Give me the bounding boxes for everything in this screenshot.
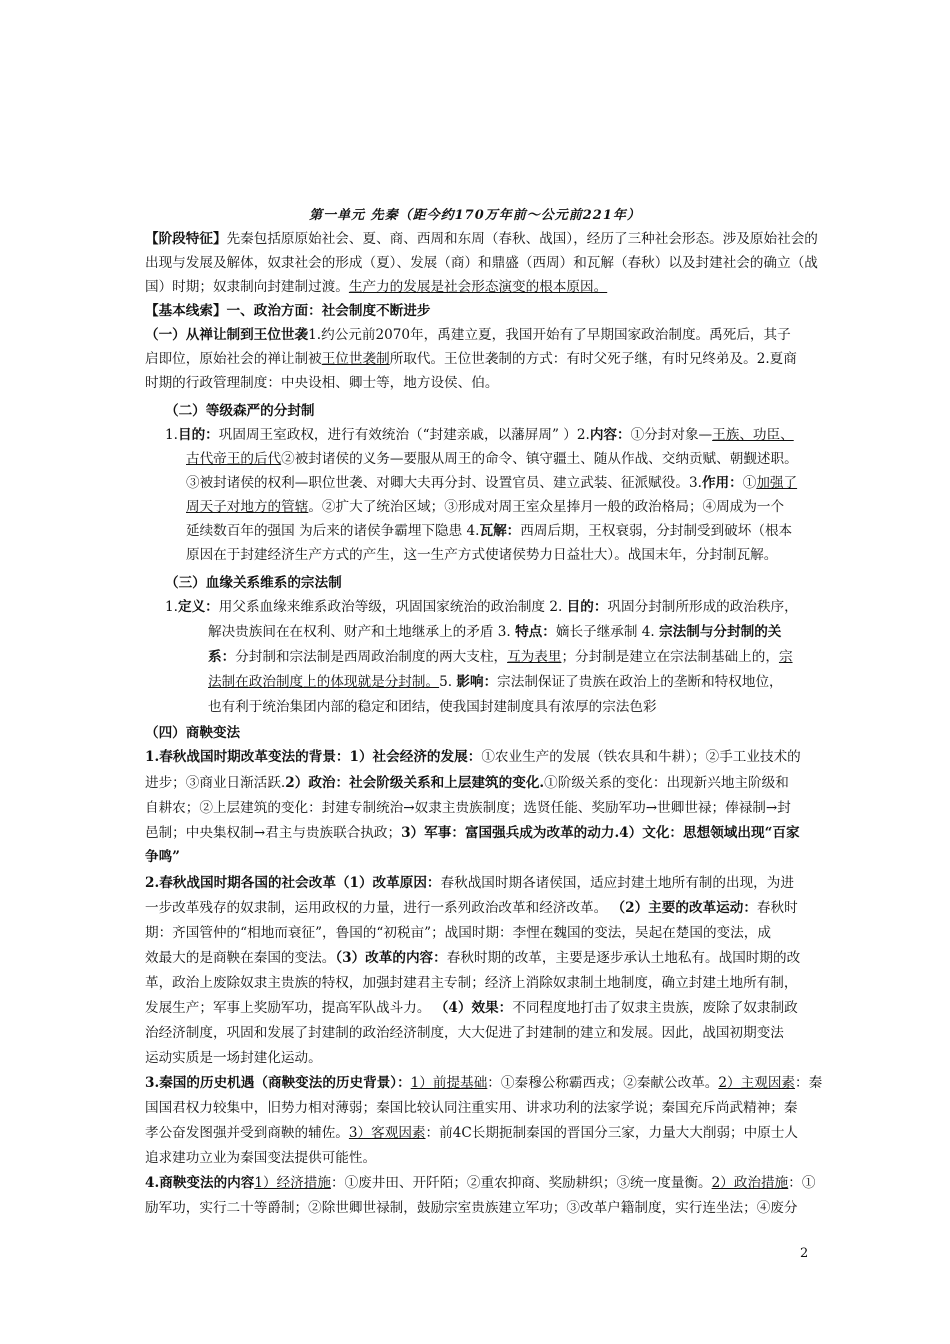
text-line: [145, 896, 825, 920]
text-line: [145, 227, 825, 251]
bold-text: 【基本线索】一、政治方面：社会制度不断进步: [145, 303, 431, 319]
bold-text: 特点：: [515, 624, 556, 640]
underlined-text: 1）前提基础: [410, 1075, 488, 1091]
chapter-title: 第一单元 先秦（距今约170万年前～公元前221年）: [309, 208, 641, 223]
text-segment: 1.: [165, 427, 178, 443]
text-segment: 分封制和宗法制是西周政治制度的两大支柱，: [235, 649, 508, 665]
text-segment: 原因在于封建经济生产方式的产生，这一生产方式使诸侯势力日益壮大）。战国末年，分封制瓦解。: [186, 547, 778, 563]
text-segment: 巩固周王室政权，进行有效统治（“封建亲戚，以藩屏周” ）2.: [218, 427, 590, 443]
text-line: [186, 471, 826, 495]
text-segment: ：①秦穆公称霸西戎；②秦献公改革。: [487, 1075, 719, 1091]
bold-text: 目的：: [566, 599, 608, 615]
text-segment: 孝公奋发图强并受到商鞅的辅佐。: [145, 1125, 349, 1141]
text-line: [145, 1121, 825, 1145]
text-segment: 宗法制保证了贵族在政治上的垄断和特权地位，: [497, 674, 783, 690]
bold-text: （4）效果：: [434, 1000, 513, 1016]
text-line: [145, 796, 825, 820]
text-segment: ②被封诸侯的义务—要服从周王的命令、镇守疆土、随从作战、交纳贡赋、朝觐述职。: [281, 451, 798, 467]
bold-text: （三）血缘关系维系的宗法制: [165, 575, 342, 591]
underlined-text: 王族、功臣、: [712, 427, 794, 443]
text-line: [165, 423, 825, 447]
underlined-text: 1）经济措施: [254, 1175, 331, 1191]
bold-text: （一）从禅让制到王位世袭: [145, 327, 309, 343]
text-segment: 时期的行政管理制度：中央设相、卿士等，地方设侯、伯。: [145, 375, 499, 391]
text-line: [145, 921, 825, 945]
bold-text: 系：: [208, 649, 236, 665]
text-segment: 用父系血缘来维系政治等级，巩固国家统治的政治制度 2.: [218, 599, 567, 615]
text-line: [145, 821, 825, 845]
text-segment: ①阶级关系的变化：出现新兴地主阶级和: [544, 775, 789, 791]
text-line: [165, 571, 825, 595]
underlined-text: 2）主观因素: [718, 1075, 796, 1091]
text-line: [145, 1046, 825, 1070]
text-segment: 国国君权力较集中，旧势力相对薄弱；秦国比较认同注重实用、讲求功利的法家学说；秦国充斥尚武精神；秦: [145, 1100, 798, 1116]
text-line: [208, 670, 828, 694]
text-line: [186, 495, 826, 519]
text-segment: 5.: [439, 674, 457, 690]
text-line: [145, 275, 825, 299]
text-line: [145, 845, 825, 869]
text-segment: 春秋战国时期各诸侯国，适应封建土地所有制的出现，为进: [440, 875, 794, 891]
text-line: [145, 996, 825, 1020]
text-segment: 也有利于统治集团内部的稳定和团结，使我国封建制度具有浓厚的宗法色彩: [208, 699, 657, 715]
text-segment: 进步；③商业日渐活跃.: [145, 775, 286, 791]
underlined-text: 宗: [778, 649, 793, 665]
bold-text: 影响：: [456, 674, 498, 690]
bold-text: （二）等级森严的分封制: [165, 403, 315, 419]
bold-text: 争鸣”: [145, 849, 181, 865]
text-line: [186, 543, 826, 567]
underlined-text: 加强了: [756, 475, 798, 491]
text-line: [145, 347, 825, 371]
underlined-text: 互为表里: [507, 649, 562, 665]
bold-text: 宗法制与分封制的关: [659, 624, 782, 640]
text-segment: ：①废井田、开阡陌；②重农抑商、奖励耕织；③统一度量衡。: [330, 1175, 712, 1191]
underlined-text: 周天子对地方的管辖: [186, 499, 309, 515]
text-segment: ①: [742, 475, 757, 491]
text-segment: 延续数百年的强国 为后来的诸侯争霸埋下隐患 4.: [186, 523, 480, 539]
bold-text: 作用：: [701, 475, 743, 491]
text-segment: 期：齐国管仲的“相地而衰征”，鲁国的“初税亩”；战国时期：李悝在魏国的变法，吴起在楚国的变法，成: [145, 925, 771, 941]
text-segment: 巩固分封制所形成的政治秩序，: [607, 599, 798, 615]
text-segment: ：前4C长期扼制秦国的晋国分三家，力量大大削弱；中原士人: [425, 1125, 799, 1141]
text-segment: 西周后期，王权衰弱，分封制受到破坏（根本: [520, 523, 793, 539]
text-segment: 。②扩大了统治区域；③形成对周王室众星捧月一般的政治格局；④周成为一个: [308, 499, 785, 515]
text-segment: ：①: [788, 1175, 816, 1191]
text-segment: 运动实质是一场封建化运动。: [145, 1050, 322, 1066]
page-number: 2: [800, 1246, 809, 1261]
text-line: [145, 946, 825, 970]
text-line: [208, 695, 828, 719]
text-segment: 1.约公元前2070年，禹建立夏，我国开始有了早期国家政治制度。禹死后，其子: [308, 327, 791, 343]
text-segment: 邑制；中央集权制→君主与贵族联合执政；: [145, 825, 402, 841]
underlined-text: 3）客观因素: [348, 1125, 426, 1141]
text-line: [165, 399, 825, 423]
text-line: [145, 1196, 825, 1220]
text-segment: 春秋时期的改革，主要是逐步承认土地私有。战国时期的改: [446, 950, 801, 966]
text-line: [145, 721, 825, 745]
bold-text: 2）政治：社会阶级关系和上层建筑的变化.: [285, 775, 545, 791]
underlined-text: 古代帝王的后代: [186, 451, 282, 467]
bold-text: （2）主要的改革运动：: [611, 900, 757, 916]
text-segment: 春秋时: [756, 900, 798, 916]
text-line: [208, 645, 828, 669]
text-line: [208, 620, 828, 644]
text-line: [186, 447, 826, 471]
text-line: [145, 1146, 825, 1170]
text-segment: 嫡长子继承制 4.: [555, 624, 660, 640]
text-segment: ：秦: [795, 1075, 823, 1091]
bold-text: 3.秦国的历史机遇（商鞅变法的历史背景）：: [145, 1075, 411, 1091]
underlined-text: 生产力的发展是社会形态演变的根本原因。: [348, 279, 608, 295]
text-segment: 效最大的是商鞅在秦国的变法。: [145, 950, 336, 966]
text-line: [145, 1071, 825, 1095]
underlined-text: 王位世袭制: [321, 351, 390, 367]
underlined-text: 法制在政治制度上的体现就是分封制。: [208, 674, 440, 690]
text-segment: 先秦包括原原始社会、夏、商、西周和东周（春秋、战国），经历了三种社会形态。涉及原始社会的: [226, 231, 818, 247]
text-line: [145, 323, 825, 347]
text-segment: 解决贵族间在在权利、财产和土地继承上的矛盾 3.: [208, 624, 516, 640]
text-segment: 自耕农；②上层建筑的变化：封建专制统治→奴隶主贵族制度；选贤任能、奖励军功→世卿世禄；俸禄制→封: [145, 800, 791, 816]
text-line: [145, 1021, 825, 1045]
underlined-text: 2）政治措施: [711, 1175, 789, 1191]
text-line: [186, 519, 826, 543]
text-segment: 励军功，实行二十等爵制；②除世卿世禄制，鼓励宗室贵族建立军功；③改革户籍制度，实行连坐法；④废分: [145, 1200, 798, 1216]
text-segment: 治经济制度，巩固和发展了封建制的政治经济制度，大大促进了封建制的建立和发展。因此，战国初期变法: [145, 1025, 784, 1041]
text-segment: ①分封对象—: [630, 427, 713, 443]
bold-text: 【阶段特征】: [145, 231, 227, 247]
bold-text: 目的：: [177, 427, 219, 443]
text-segment: ③被封诸侯的权利—职位世袭、对卿大夫再分封、设置官员、建立武装、征派赋役。3.: [186, 475, 702, 491]
text-segment: ①农业生产的发展（铁农具和牛耕）；②手工业技术的: [481, 749, 801, 765]
bold-text: 3）军事：富国强兵成为改革的动力.4）文化：思想领域出现“百家: [401, 825, 800, 841]
bold-text: 2.春秋战国时期各国的社会改革（1）改革原因：: [145, 875, 441, 891]
text-line: [165, 595, 825, 619]
bold-text: （3）改革的内容：: [335, 950, 447, 966]
text-segment: 1.: [165, 599, 178, 615]
text-line: [145, 299, 825, 323]
text-segment: 发展生产；军事上奖励军功，提高军队战斗力。: [145, 1000, 435, 1016]
bold-text: 定义：: [177, 599, 219, 615]
text-line: [145, 251, 825, 275]
text-segment: 所取代。王位世袭制的方式：有时父死子继，有时兄终弟及。2.夏商: [389, 351, 797, 367]
text-segment: 出现与发展及解体，奴隶社会的形成（夏）、发展（商）和鼎盛（西周）和瓦解（春秋）以及封建社会的确立（战: [145, 255, 818, 271]
text-segment: 一步改革残存的奴隶制，运用政权的力量，进行一系列政治改革和经济改革。: [145, 900, 612, 916]
text-line: [145, 871, 825, 895]
text-segment: ；分封制是建立在宗法制基础上的，: [561, 649, 779, 665]
text-line: [145, 745, 825, 769]
bold-text: （四）商鞅变法: [145, 725, 241, 741]
text-line: [145, 1171, 825, 1195]
text-line: [145, 1096, 825, 1120]
text-segment: 革，政治上废除奴隶主贵族的特权，加强封建君主专制；经济上消除奴隶制土地制度，确立封建土地所有制，: [145, 975, 798, 991]
text-segment: 不同程度地打击了奴隶主贵族，废除了奴隶制政: [512, 1000, 798, 1016]
text-segment: 国）时期；奴隶制向封建制过渡。: [145, 279, 349, 295]
text-segment: 追求建功立业为秦国变法提供可能性。: [145, 1150, 377, 1166]
text-segment: 启即位，原始社会的禅让制被: [145, 351, 322, 367]
bold-text: 1.春秋战国时期改革变法的背景：1）社会经济的发展：: [145, 749, 482, 765]
text-line: [145, 771, 825, 795]
text-line: [145, 371, 825, 395]
text-line: [145, 971, 825, 995]
bold-text: 内容：: [589, 427, 631, 443]
bold-text: 4.商鞅变法的内容: [145, 1175, 255, 1191]
bold-text: 瓦解：: [479, 523, 521, 539]
